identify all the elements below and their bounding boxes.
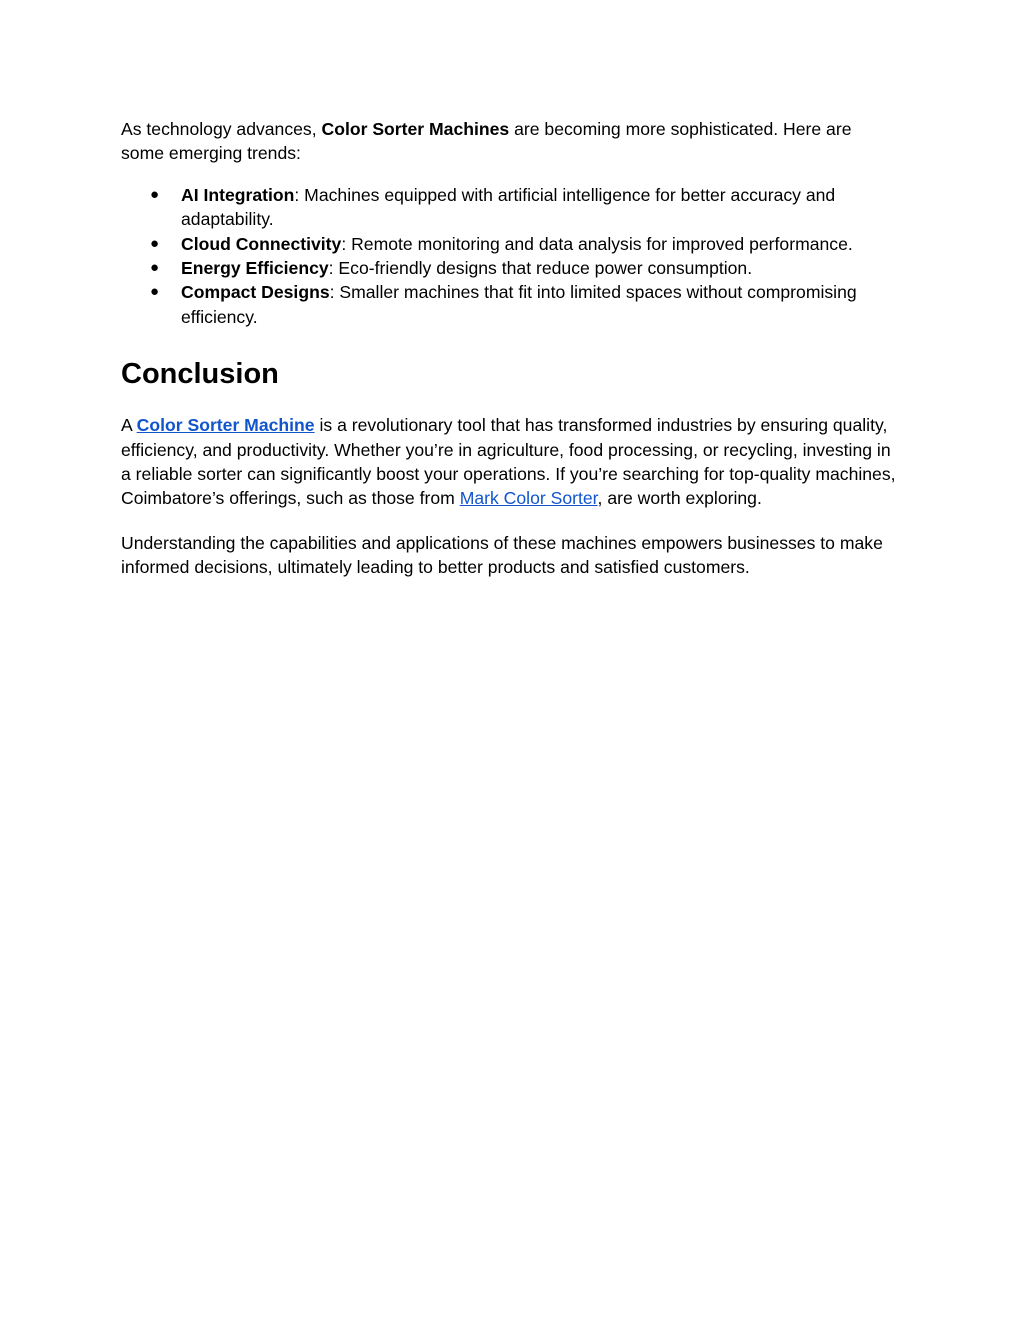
- trend-title: Cloud Connectivity: [181, 233, 342, 254]
- color-sorter-machine-link[interactable]: Color Sorter Machine: [136, 415, 315, 436]
- trend-text: : Remote monitoring and data analysis for improved performance.: [341, 233, 853, 254]
- document-page: [121, 117, 897, 580]
- trend-text: : Eco-friendly designs that reduce power consumption.: [328, 258, 753, 279]
- trend-title: AI Integration: [181, 184, 295, 205]
- list-item: [121, 183, 897, 232]
- intro-prefix: As technology advances,: [121, 119, 322, 139]
- conclusion-suffix: , are worth exploring.: [597, 488, 762, 509]
- mark-color-sorter-link[interactable]: Mark Color Sorter: [459, 488, 598, 509]
- conclusion-paragraph: [121, 413, 897, 511]
- conclusion-middle: is a revolutionary tool that has transformed industries by ensuring quality, efficiency, and productivity. Whether you’re in agriculture, food processing, or recycling, investing in a reliable sorter can significantly boost your operations. If you’re searching for top-quality machines, Coimbatore’s offerings, such as those from: [121, 415, 896, 509]
- intro-suffix: are becoming more sophisticated. Here are some emerging trends:: [121, 119, 852, 164]
- trends-list: [121, 183, 897, 329]
- list-item: [121, 232, 897, 256]
- trend-title: Compact Designs: [181, 282, 330, 303]
- conclusion-heading: Conclusion: [121, 358, 279, 391]
- intro-bold-term: Color Sorter Machines: [321, 119, 510, 139]
- trend-text: : Smaller machines that fit into limited spaces without compromising efficiency.: [181, 282, 857, 327]
- bullet-icon: ●: [150, 259, 160, 277]
- trend-text: : Machines equipped with artificial intelligence for better accuracy and adaptability.: [181, 184, 836, 230]
- list-item: [121, 280, 897, 329]
- conclusion-prefix: A: [121, 415, 137, 436]
- trend-title: Energy Efficiency: [181, 258, 329, 279]
- bullet-icon: ●: [150, 185, 160, 203]
- bullet-icon: ●: [150, 234, 160, 252]
- closing-paragraph: Understanding the capabilities and applications of these machines empowers businesses to make informed decisions, ultimately leading to better products and satisfied customers.: [121, 532, 883, 578]
- intro-paragraph: [121, 117, 897, 166]
- list-item: [121, 256, 897, 280]
- bullet-icon: ●: [150, 283, 160, 301]
